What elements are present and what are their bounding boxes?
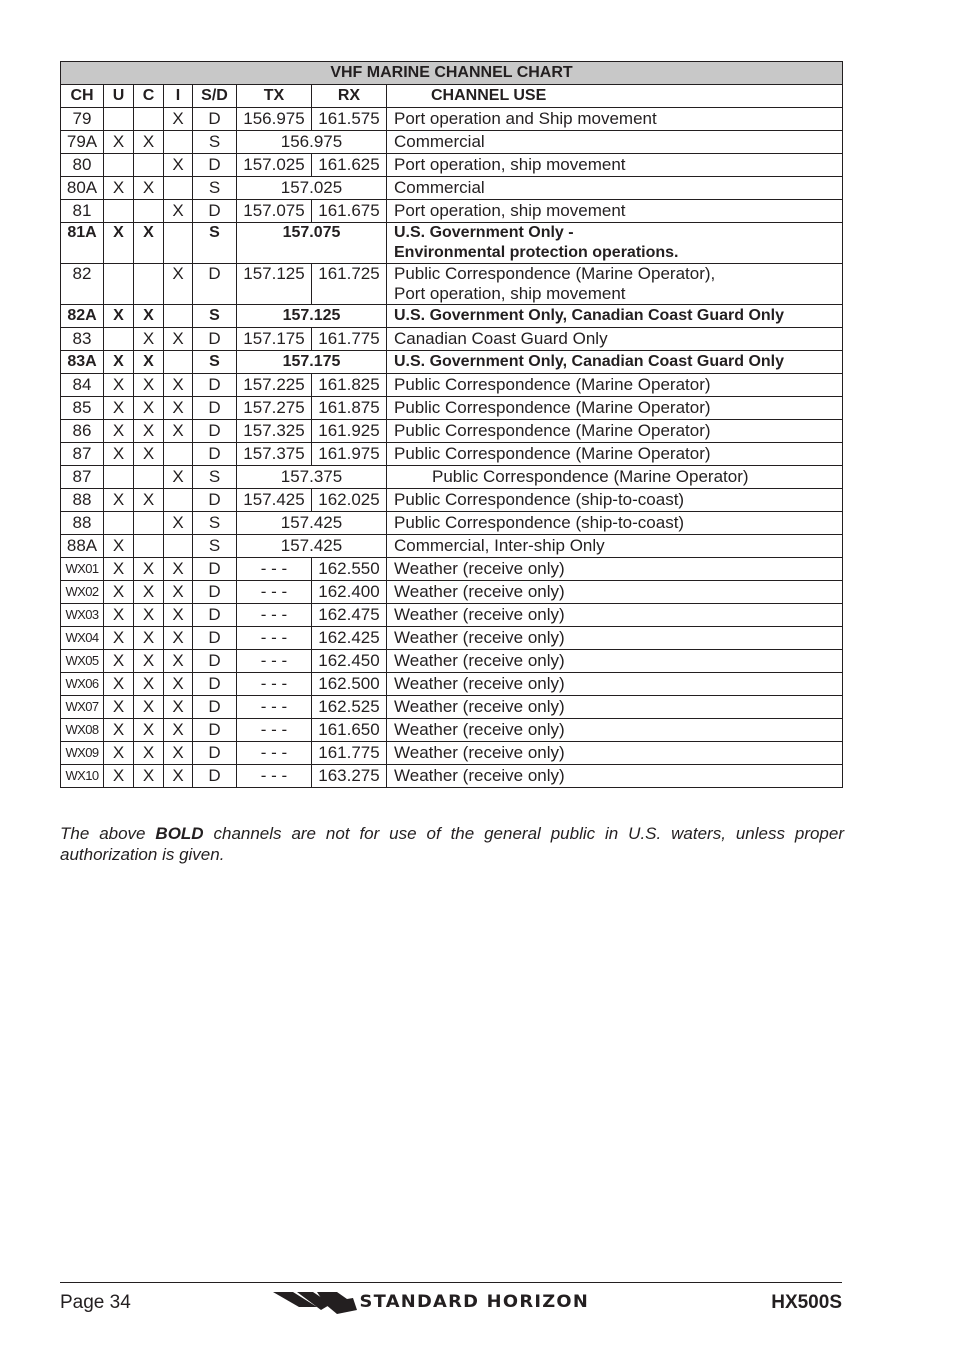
cell-tx: - - -: [237, 558, 312, 581]
cell-channel-use: [387, 443, 843, 466]
channel-use-line: Weather (receive only): [394, 697, 565, 716]
cell-sd: D: [193, 420, 237, 443]
channel-use-line: Weather (receive only): [394, 651, 565, 670]
header-u: U: [104, 85, 134, 108]
cell-channel-use: [387, 650, 843, 673]
channel-use-line: Public Correspondence (Marine Operator): [394, 444, 711, 463]
cell-sd: D: [193, 742, 237, 765]
cell-channel: 82A: [61, 305, 104, 328]
table-row: [61, 328, 843, 351]
cell-i: X: [164, 742, 193, 765]
cell-sd: D: [193, 374, 237, 397]
cell-tx: 157.275: [237, 397, 312, 420]
cell-channel: WX05: [61, 650, 104, 673]
cell-c: X: [134, 719, 164, 742]
channel-use-line: Weather (receive only): [394, 674, 565, 693]
cell-sd: S: [193, 512, 237, 535]
cell-channel-use: [387, 108, 843, 131]
cell-c: X: [134, 328, 164, 351]
cell-tx: 157.425: [237, 489, 312, 512]
table-row: [61, 742, 843, 765]
cell-c: [134, 535, 164, 558]
cell-u: X: [104, 627, 134, 650]
cell-sd: D: [193, 581, 237, 604]
cell-channel: 88: [61, 489, 104, 512]
table-row: [61, 719, 843, 742]
cell-i: X: [164, 328, 193, 351]
table-row: [61, 223, 843, 264]
cell-tx-rx: 157.425: [237, 512, 387, 535]
channel-use-line: Public Correspondence (Marine Operator): [394, 398, 711, 417]
table-row: [61, 305, 843, 328]
cell-channel: 87: [61, 466, 104, 489]
cell-channel-use: [387, 604, 843, 627]
cell-i: X: [164, 719, 193, 742]
cell-c: X: [134, 765, 164, 788]
cell-channel-use: [387, 581, 843, 604]
cell-channel: 81A: [61, 223, 104, 264]
cell-c: X: [134, 351, 164, 374]
table-row: [61, 200, 843, 223]
cell-sd: D: [193, 765, 237, 788]
cell-channel-use: [387, 397, 843, 420]
cell-tx: - - -: [237, 604, 312, 627]
table-row: [61, 397, 843, 420]
cell-channel: WX02: [61, 581, 104, 604]
cell-channel-use: [387, 489, 843, 512]
page-number: Page 34: [60, 1292, 131, 1313]
channel-use-line: Public Correspondence (Marine Operator),: [394, 264, 716, 283]
cell-rx: 161.875: [312, 397, 387, 420]
cell-rx: 161.775: [312, 742, 387, 765]
cell-channel-use: [387, 177, 843, 200]
channel-use-line: Weather (receive only): [394, 559, 565, 578]
table-row: [61, 604, 843, 627]
channel-use-line: Commercial: [394, 132, 485, 151]
cell-channel-use: [387, 535, 843, 558]
table-row: [61, 374, 843, 397]
cell-channel: 88: [61, 512, 104, 535]
cell-u: X: [104, 604, 134, 627]
table-row: [61, 443, 843, 466]
cell-i: X: [164, 604, 193, 627]
cell-sd: D: [193, 154, 237, 177]
header-i: I: [164, 85, 193, 108]
cell-channel: WX10: [61, 765, 104, 788]
header-c: C: [134, 85, 164, 108]
channel-use-line: Weather (receive only): [394, 766, 565, 785]
cell-tx: - - -: [237, 581, 312, 604]
table-row: [61, 466, 843, 489]
cell-channel-use: [387, 328, 843, 351]
cell-c: X: [134, 374, 164, 397]
cell-i: X: [164, 627, 193, 650]
cell-i: X: [164, 673, 193, 696]
cell-tx: - - -: [237, 719, 312, 742]
cell-rx: 161.575: [312, 108, 387, 131]
cell-sd: D: [193, 650, 237, 673]
cell-u: X: [104, 397, 134, 420]
cell-channel: 88A: [61, 535, 104, 558]
cell-c: [134, 200, 164, 223]
cell-rx: 162.475: [312, 604, 387, 627]
cell-tx: - - -: [237, 650, 312, 673]
cell-channel: 83: [61, 328, 104, 351]
channel-use-line: Port operation and Ship movement: [394, 109, 657, 128]
cell-u: X: [104, 581, 134, 604]
cell-channel-use: [387, 351, 843, 374]
cell-i: X: [164, 108, 193, 131]
cell-c: X: [134, 131, 164, 154]
cell-c: X: [134, 305, 164, 328]
cell-i: X: [164, 558, 193, 581]
cell-channel-use: [387, 512, 843, 535]
cell-c: X: [134, 443, 164, 466]
cell-sd: D: [193, 489, 237, 512]
channel-use-line: Public Correspondence (Marine Operator): [394, 375, 711, 394]
cell-c: [134, 466, 164, 489]
cell-sd: D: [193, 443, 237, 466]
channel-use-line: Environmental protection operations.: [394, 244, 679, 261]
cell-sd: S: [193, 223, 237, 264]
cell-u: X: [104, 558, 134, 581]
cell-u: X: [104, 374, 134, 397]
cell-channel-use: [387, 420, 843, 443]
cell-u: [104, 200, 134, 223]
cell-sd: D: [193, 328, 237, 351]
cell-u: [104, 154, 134, 177]
model-name: HX500S: [771, 1292, 842, 1313]
cell-u: X: [104, 742, 134, 765]
cell-tx-rx: 157.375: [237, 466, 387, 489]
brand-wordmark: STANDARD HORIZON: [359, 1292, 590, 1312]
cell-channel-use: [387, 719, 843, 742]
cell-i: [164, 443, 193, 466]
channel-use-line: Port operation, ship movement: [394, 155, 626, 174]
table-row: [61, 264, 843, 305]
cell-tx: 157.225: [237, 374, 312, 397]
table-row: [61, 765, 843, 788]
table-row: [61, 154, 843, 177]
cell-channel: 84: [61, 374, 104, 397]
cell-i: [164, 131, 193, 154]
cell-tx: - - -: [237, 765, 312, 788]
cell-tx-rx: 157.425: [237, 535, 387, 558]
cell-tx-rx: 157.025: [237, 177, 387, 200]
cell-c: X: [134, 420, 164, 443]
table-row: [61, 535, 843, 558]
cell-c: X: [134, 696, 164, 719]
cell-u: X: [104, 131, 134, 154]
cell-u: [104, 264, 134, 305]
cell-channel-use: [387, 374, 843, 397]
cell-i: X: [164, 154, 193, 177]
cell-rx: 161.825: [312, 374, 387, 397]
cell-c: [134, 108, 164, 131]
cell-tx: 157.075: [237, 200, 312, 223]
channel-use-line: Public Correspondence (Marine Operator): [432, 467, 749, 486]
cell-sd: S: [193, 305, 237, 328]
cell-c: X: [134, 177, 164, 200]
brand-logo: [273, 1290, 590, 1314]
cell-sd: D: [193, 397, 237, 420]
cell-c: X: [134, 581, 164, 604]
cell-sd: D: [193, 719, 237, 742]
footnote-text-start: The above: [60, 824, 156, 843]
cell-u: X: [104, 650, 134, 673]
cell-rx: 161.975: [312, 443, 387, 466]
channel-use-line: Public Correspondence (Marine Operator): [394, 421, 711, 440]
cell-channel-use: [387, 466, 843, 489]
cell-rx: 162.425: [312, 627, 387, 650]
cell-rx: 162.525: [312, 696, 387, 719]
cell-u: X: [104, 443, 134, 466]
table-row: [61, 512, 843, 535]
channel-use-line: Weather (receive only): [394, 605, 565, 624]
cell-channel-use: [387, 223, 843, 264]
cell-channel-use: [387, 154, 843, 177]
cell-sd: S: [193, 131, 237, 154]
cell-channel: WX09: [61, 742, 104, 765]
footnote: [60, 823, 844, 865]
cell-tx: 157.125: [237, 264, 312, 305]
cell-i: X: [164, 466, 193, 489]
cell-sd: S: [193, 535, 237, 558]
cell-sd: D: [193, 696, 237, 719]
cell-channel: 82: [61, 264, 104, 305]
footnote-bold-word: BOLD: [155, 824, 204, 843]
cell-channel: WX04: [61, 627, 104, 650]
table-row: [61, 650, 843, 673]
cell-c: X: [134, 223, 164, 264]
cell-i: [164, 223, 193, 264]
cell-sd: S: [193, 177, 237, 200]
cell-channel-use: [387, 765, 843, 788]
cell-rx: 163.275: [312, 765, 387, 788]
footer-divider: [60, 1282, 842, 1283]
cell-channel: 87: [61, 443, 104, 466]
channel-use-line: Commercial, Inter-ship Only: [394, 536, 605, 555]
cell-channel: WX03: [61, 604, 104, 627]
cell-u: X: [104, 420, 134, 443]
cell-channel: 79: [61, 108, 104, 131]
cell-channel-use: [387, 305, 843, 328]
cell-c: X: [134, 650, 164, 673]
channel-use-line: Commercial: [394, 178, 485, 197]
table-row: [61, 351, 843, 374]
cell-u: [104, 466, 134, 489]
cell-channel: 85: [61, 397, 104, 420]
cell-rx: 161.625: [312, 154, 387, 177]
cell-sd: D: [193, 264, 237, 305]
cell-tx: 157.025: [237, 154, 312, 177]
cell-u: X: [104, 489, 134, 512]
cell-channel: 86: [61, 420, 104, 443]
cell-i: [164, 489, 193, 512]
cell-i: X: [164, 765, 193, 788]
cell-sd: D: [193, 108, 237, 131]
cell-channel-use: [387, 264, 843, 305]
cell-i: X: [164, 264, 193, 305]
channel-use-line: Port operation, ship movement: [394, 201, 626, 220]
cell-u: X: [104, 223, 134, 264]
cell-sd: D: [193, 627, 237, 650]
cell-u: X: [104, 719, 134, 742]
cell-i: X: [164, 374, 193, 397]
cell-channel: 80A: [61, 177, 104, 200]
cell-rx: 162.500: [312, 673, 387, 696]
cell-i: [164, 351, 193, 374]
cell-u: X: [104, 305, 134, 328]
cell-rx: 161.925: [312, 420, 387, 443]
cell-channel: WX01: [61, 558, 104, 581]
cell-tx: 157.175: [237, 328, 312, 351]
brand-mark-icon: [273, 1290, 357, 1314]
cell-i: X: [164, 650, 193, 673]
cell-tx: - - -: [237, 742, 312, 765]
cell-channel-use: [387, 627, 843, 650]
cell-c: X: [134, 673, 164, 696]
cell-u: X: [104, 351, 134, 374]
table-row: [61, 108, 843, 131]
cell-c: X: [134, 604, 164, 627]
channel-use-line: U.S. Government Only, Canadian Coast Guard Only: [394, 307, 784, 324]
cell-channel: 80: [61, 154, 104, 177]
header-tx: TX: [237, 85, 312, 108]
cell-tx-rx: 156.975: [237, 131, 387, 154]
channel-use-line: Weather (receive only): [394, 628, 565, 647]
cell-c: [134, 512, 164, 535]
cell-u: X: [104, 177, 134, 200]
cell-channel: WX07: [61, 696, 104, 719]
table-row: [61, 489, 843, 512]
header-row: [61, 85, 843, 108]
cell-sd: D: [193, 200, 237, 223]
cell-c: [134, 154, 164, 177]
header-rx: RX: [312, 85, 387, 108]
cell-tx: 157.375: [237, 443, 312, 466]
cell-i: X: [164, 420, 193, 443]
channel-use-line: U.S. Government Only, Canadian Coast Guard Only: [394, 353, 784, 370]
cell-channel-use: [387, 131, 843, 154]
channel-use-line: Canadian Coast Guard Only: [394, 329, 608, 348]
table-row: [61, 696, 843, 719]
cell-tx-rx: 157.075: [237, 223, 387, 264]
cell-u: X: [104, 765, 134, 788]
cell-c: [134, 264, 164, 305]
cell-u: [104, 512, 134, 535]
cell-channel-use: [387, 742, 843, 765]
cell-channel: WX08: [61, 719, 104, 742]
cell-rx: 161.650: [312, 719, 387, 742]
cell-i: [164, 177, 193, 200]
cell-rx: 161.775: [312, 328, 387, 351]
cell-u: X: [104, 673, 134, 696]
table-row: [61, 131, 843, 154]
channel-use-line: Weather (receive only): [394, 743, 565, 762]
table-row: [61, 558, 843, 581]
cell-tx: - - -: [237, 627, 312, 650]
channel-use-line: U.S. Government Only -: [394, 224, 574, 241]
table-row: [61, 581, 843, 604]
cell-rx: 162.025: [312, 489, 387, 512]
cell-rx: 161.675: [312, 200, 387, 223]
cell-c: X: [134, 489, 164, 512]
cell-sd: D: [193, 604, 237, 627]
table-row: [61, 420, 843, 443]
cell-tx-rx: 157.125: [237, 305, 387, 328]
channel-use-line: Public Correspondence (ship-to-coast): [394, 513, 685, 532]
cell-c: X: [134, 558, 164, 581]
cell-tx: 156.975: [237, 108, 312, 131]
cell-channel-use: [387, 673, 843, 696]
cell-sd: D: [193, 558, 237, 581]
cell-sd: S: [193, 466, 237, 489]
table-row: [61, 177, 843, 200]
cell-channel: 79A: [61, 131, 104, 154]
cell-rx: 162.450: [312, 650, 387, 673]
cell-tx: - - -: [237, 673, 312, 696]
cell-u: X: [104, 696, 134, 719]
channel-use-line: Port operation, ship movement: [394, 284, 626, 303]
cell-channel-use: [387, 558, 843, 581]
vhf-channel-chart: [60, 61, 843, 788]
cell-i: X: [164, 581, 193, 604]
chart-title: VHF MARINE CHANNEL CHART: [61, 62, 843, 85]
cell-channel: 81: [61, 200, 104, 223]
cell-tx: - - -: [237, 696, 312, 719]
cell-channel-use: [387, 200, 843, 223]
cell-c: X: [134, 627, 164, 650]
cell-i: X: [164, 397, 193, 420]
cell-rx: 162.550: [312, 558, 387, 581]
cell-i: X: [164, 696, 193, 719]
cell-i: [164, 535, 193, 558]
cell-i: X: [164, 200, 193, 223]
table-row: [61, 673, 843, 696]
cell-rx: 162.400: [312, 581, 387, 604]
cell-u: X: [104, 535, 134, 558]
table-row: [61, 627, 843, 650]
cell-tx: 157.325: [237, 420, 312, 443]
cell-channel: WX06: [61, 673, 104, 696]
footnote-text-end: channels are not for use of the general public in U.S. waters, unless proper authorization is given.: [60, 824, 844, 864]
cell-tx-rx: 157.175: [237, 351, 387, 374]
cell-rx: 161.725: [312, 264, 387, 305]
header-sd: S/D: [193, 85, 237, 108]
cell-channel: 83A: [61, 351, 104, 374]
channel-use-line: Weather (receive only): [394, 582, 565, 601]
cell-i: X: [164, 512, 193, 535]
cell-c: X: [134, 742, 164, 765]
cell-channel-use: [387, 696, 843, 719]
header-ch: CH: [61, 85, 104, 108]
cell-sd: D: [193, 673, 237, 696]
header-channel-use: CHANNEL USE: [387, 85, 843, 108]
cell-c: X: [134, 397, 164, 420]
cell-sd: S: [193, 351, 237, 374]
cell-u: [104, 328, 134, 351]
chart-body: [61, 108, 843, 788]
channel-use-line: Public Correspondence (ship-to-coast): [394, 490, 685, 509]
cell-i: [164, 305, 193, 328]
channel-use-line: Weather (receive only): [394, 720, 565, 739]
cell-u: [104, 108, 134, 131]
